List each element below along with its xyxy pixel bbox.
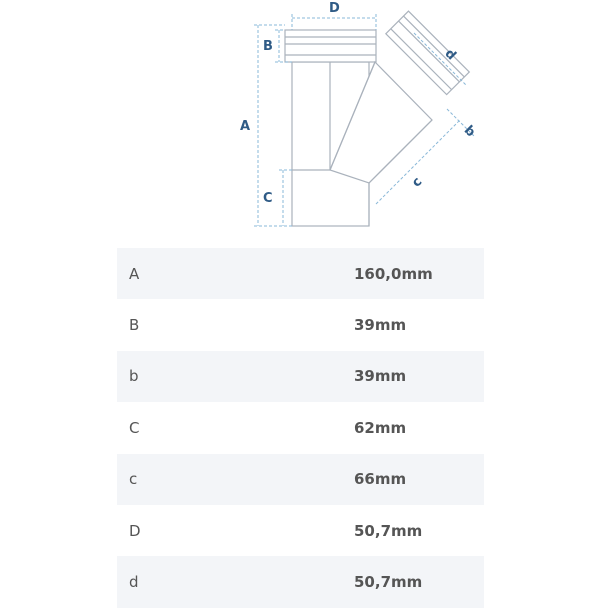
dimension-key: b bbox=[117, 351, 354, 402]
dimension-value: 50,7mm bbox=[354, 556, 484, 607]
table-row bbox=[117, 505, 484, 556]
pipe-y-junction-diagram bbox=[0, 0, 600, 240]
dimension-value: 50,7mm bbox=[354, 521, 423, 540]
table-row bbox=[117, 299, 484, 350]
table-row bbox=[117, 454, 484, 505]
dim-label-A: A bbox=[240, 119, 251, 134]
dimension-key: D bbox=[129, 521, 141, 540]
dimension-key: B bbox=[129, 316, 140, 335]
dimension-value: 39mm bbox=[354, 316, 407, 335]
dim-label-b: b bbox=[460, 122, 478, 141]
dimension-key: A bbox=[117, 248, 354, 299]
dim-label-B: B bbox=[263, 39, 273, 54]
dimension-value: 39mm bbox=[354, 351, 484, 402]
dimension-key: c bbox=[117, 454, 354, 505]
table-row bbox=[117, 248, 484, 299]
dimension-value: 66mm bbox=[354, 454, 484, 505]
dimension-value: 62mm bbox=[354, 418, 407, 437]
dimensions-table bbox=[117, 248, 484, 608]
dim-label-C: C bbox=[263, 191, 273, 206]
dimension-value: 160,0mm bbox=[354, 248, 484, 299]
table-row bbox=[117, 556, 484, 607]
dim-label-d: d bbox=[441, 46, 459, 64]
table-row bbox=[117, 402, 484, 453]
table-row bbox=[117, 351, 484, 402]
dimension-key: d bbox=[117, 556, 354, 607]
pipe-drawing bbox=[285, 11, 469, 226]
dim-label-c: c bbox=[409, 174, 426, 191]
dim-label-D: D bbox=[329, 1, 340, 16]
top-socket bbox=[285, 30, 376, 62]
dimension-key: C bbox=[129, 418, 140, 437]
